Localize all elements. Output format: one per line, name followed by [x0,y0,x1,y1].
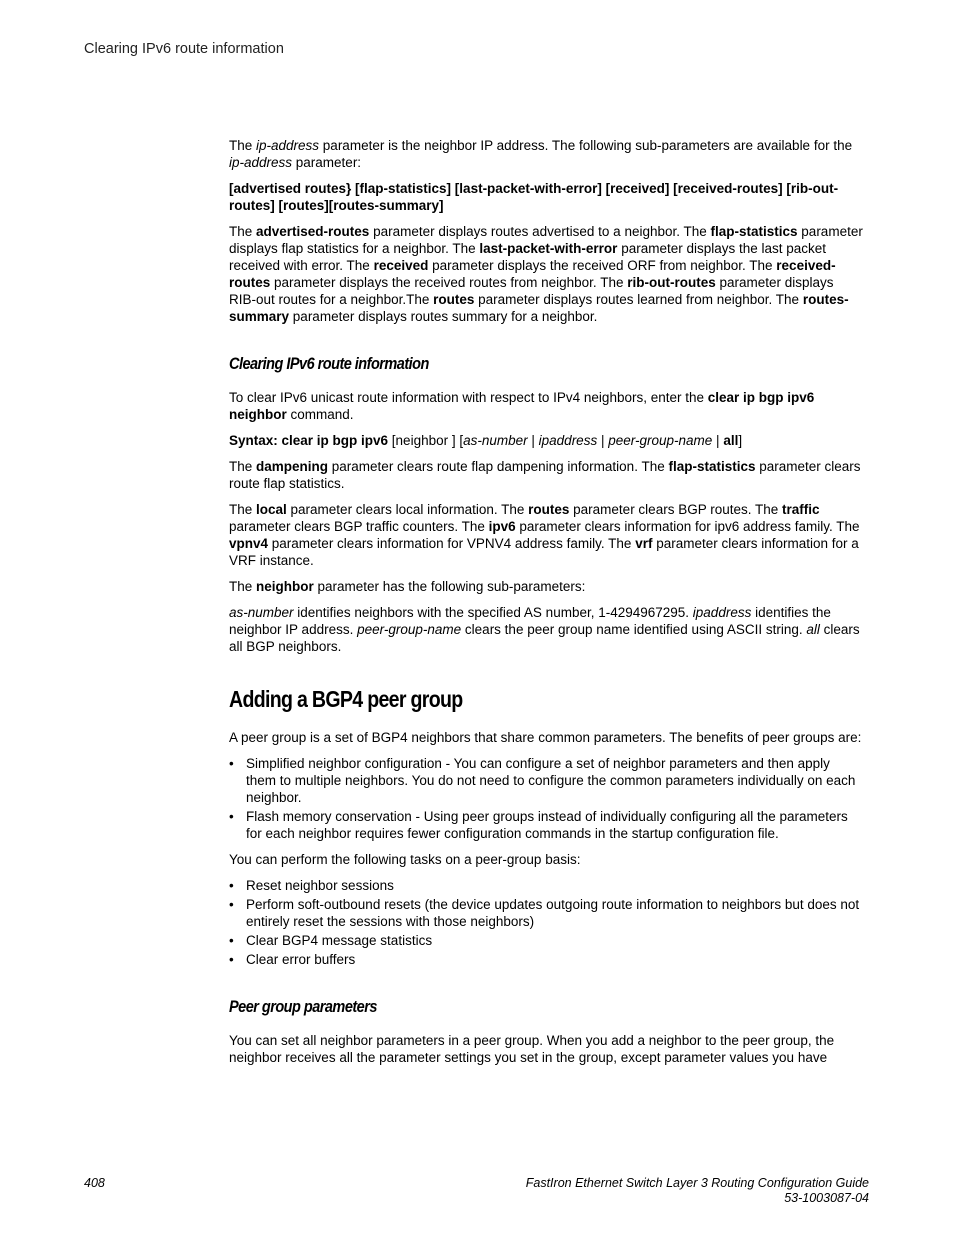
param-italic: as-number [463,433,528,448]
text: parameter displays routes learned from neighbor. The [474,292,803,307]
section-heading-clearing-ipv6: Clearing IPv6 route information [229,355,429,373]
command: clear ip bgp ipv6 neighbor [229,390,815,422]
text: parameter clears information for a VRF instance. [229,536,859,568]
paragraph-ip-address [229,137,863,171]
list-item: • Clear BGP4 message statistics [229,932,863,949]
tasks-list [229,877,863,968]
paragraph-local [229,501,863,569]
text: The [229,224,257,239]
text: The [229,138,257,153]
keyword: vpnv4 [229,536,269,551]
keyword: neighbor [256,579,314,594]
text: parameter displays RIB-out routes for a neighbor.The [229,275,834,307]
text: parameter clears BGP routes. The [569,502,783,517]
text: command. [286,407,354,422]
param-italic: ip-address [229,155,293,170]
text: To clear IPv6 unicast route information with respect to IPv4 neighbors, enter the [229,390,708,405]
text: parameter displays the received ORF from neighbor. The [428,258,777,273]
syntax-label: Syntax: clear ip bgp ipv6 [229,433,389,448]
keyword: received [373,258,429,273]
paragraph-clear-intro [229,389,863,423]
text: identifies the neighbor IP address. [229,605,831,637]
section-heading-bgp4-peer-group: Adding a BGP4 peer group [229,686,463,712]
keyword: routes-summary [229,292,849,324]
keyword: routes [528,502,570,517]
paragraph-subparams-description [229,223,863,325]
param-italic: ip-address [256,138,320,153]
param-italic: as-number [229,605,294,620]
keyword: vrf [635,536,653,551]
text: ] [738,433,743,448]
keyword: flap-statistics [710,224,798,239]
keyword: dampening [256,459,329,474]
text: parameter clears information for ipv6 address family. The [515,519,860,534]
keyword: local [256,502,287,517]
text: parameter displays flap statistics for a neighbor. The [229,224,863,256]
page-number: 408 [84,1176,105,1190]
text: parameter clears route flap statistics. [229,459,861,491]
list-item: • Simplified neighbor configuration - You can configure a set of neighbor parameters and then apply them to multiple neighbors. You do not need to configure the common parameters individually on each neighbor. [229,755,863,806]
list-item: • Perform soft-outbound resets (the device updates outgoing route information to neighbors but does not entirely reset the sessions with those neighbors) [229,896,863,930]
text: parameter displays the received routes from neighbor. The [270,275,628,290]
text: The [229,502,257,517]
doc-title: FastIron Ethernet Switch Layer 3 Routing Configuration Guide [525,1176,869,1190]
keyword: routes [433,292,475,307]
subparams-syntax: [advertised routes} [flap-statistics] [last-packet-with-error] [received] [received-routes] [rib-out-routes] [routes][routes-summary] [229,181,839,213]
keyword: last-packet-with-error [479,241,618,256]
footer-doc-info [526,1176,869,1206]
paragraph-peer-group-intro: A peer group is a set of BGP4 neighbors that share common parameters. The benefits of peer groups are: [229,730,862,745]
param-italic: all [806,622,820,637]
text: | [527,433,539,448]
paragraph-tasks-intro: You can perform the following tasks on a peer-group basis: [229,852,581,867]
text: parameter clears information for VPNV4 address family. The [268,536,636,551]
text: parameter: [292,155,362,170]
text: The [229,579,257,594]
text: parameter clears BGP traffic counters. The [229,519,489,534]
paragraph-dampening [229,458,863,492]
text: clears all BGP neighbors. [229,622,860,654]
list-item: • Reset neighbor sessions [229,877,863,894]
text: parameter displays the last packet received with error. The [229,241,827,273]
param-italic: peer-group-name [608,433,713,448]
keyword: advertised-routes [256,224,370,239]
keyword: traffic [782,502,820,517]
keyword: rib-out-routes [627,275,716,290]
param-italic: ipaddress [538,433,598,448]
text: identifies neighbors with the specified AS number, 1-4294967295. [293,605,693,620]
text: The [229,459,257,474]
param-italic: peer-group-name [357,622,462,637]
list-item: • Clear error buffers [229,951,863,968]
text: parameter has the following sub-parameters: [313,579,586,594]
paragraph-syntax [229,432,863,449]
page-content [229,137,863,1075]
text: parameter is the neighbor IP address. The following sub-parameters are available for the [319,138,853,153]
param-italic: ipaddress [692,605,752,620]
text: parameter displays routes summary for a neighbor. [289,309,598,324]
keyword: ipv6 [488,519,516,534]
text: parameter clears local information. The [286,502,529,517]
text: parameter clears route flap dampening information. The [328,459,669,474]
text: | [712,433,724,448]
list-item: • Flash memory conservation - Using peer groups instead of individually configuring all the parameters for each neighbor requires fewer configuration commands in the startup configuration file. [229,808,863,842]
text: [neighbor ] [ [388,433,464,448]
section-heading-peer-group-parameters: Peer group parameters [229,998,377,1016]
doc-number: 53-1003087-04 [784,1191,869,1205]
paragraph-peer-group-params: You can set all neighbor parameters in a peer group. When you add a neighbor to the peer group, the neighbor receives all the parameter settings you set in the group, except parameter values you have [229,1033,835,1065]
paragraph-neighbor-subparams [229,604,863,655]
benefits-list [229,755,863,842]
text: parameter displays routes advertised to a neighbor. The [369,224,711,239]
running-header: Clearing IPv6 route information [84,41,284,57]
paragraph-neighbor [229,578,863,595]
paragraph-subparams-syntax [229,180,863,214]
keyword: all [723,433,739,448]
keyword: flap-statistics [668,459,756,474]
text: clears the peer group name identified using ASCII string. [461,622,807,637]
keyword: received-routes [229,258,836,290]
text: | [597,433,609,448]
